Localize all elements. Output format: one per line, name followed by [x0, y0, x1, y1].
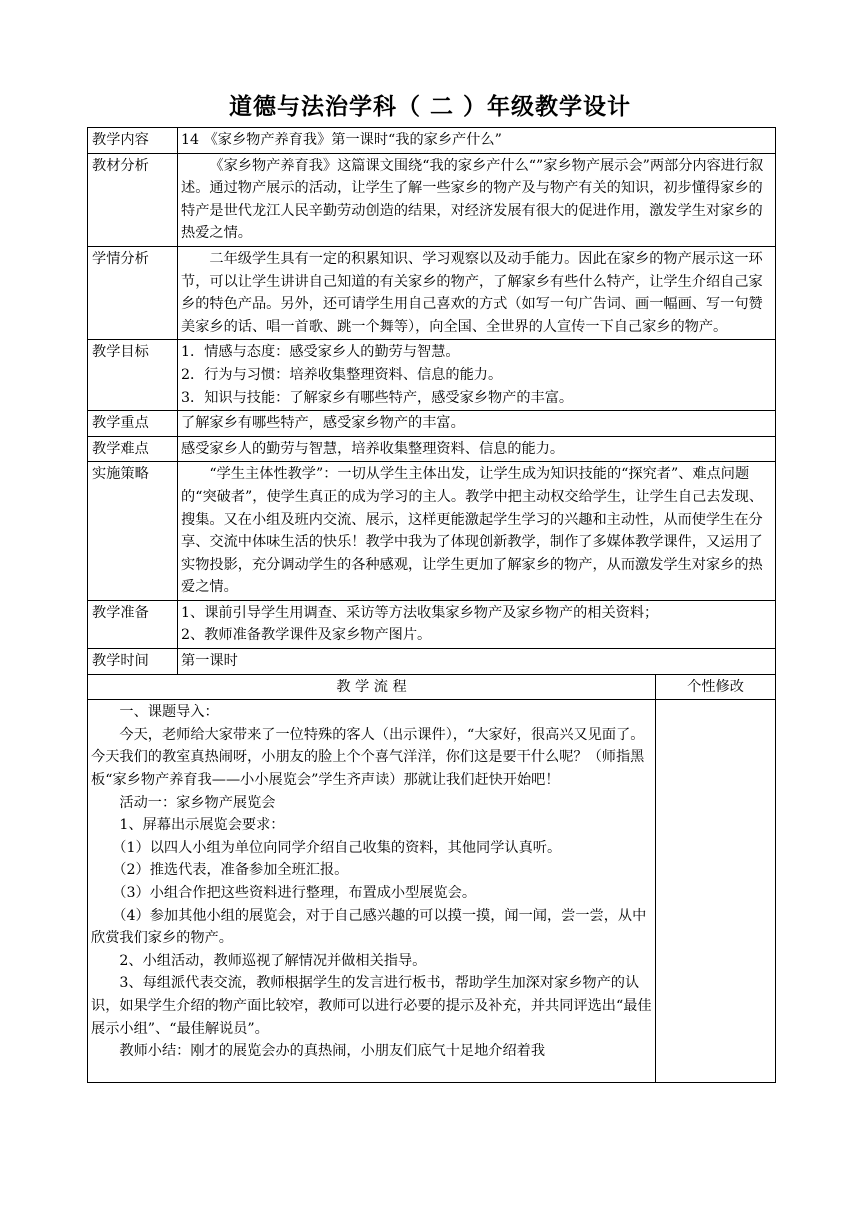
- value-focus: 了解家乡有哪些特产，感受家乡物产的丰富。: [178, 411, 776, 437]
- value-material: 《家乡物产养育我》这篇课文围绕“我的家乡产什么“”家乡物产展示会”两部分内容进行叙述。通过物产展示的活动，让学生了解一些家乡的物产及与物产有关的知识，初步懂得家乡的特产是世代龙江人民辛勤劳动创造的结果，对经济发展有很大的促进作用，激发学生对家乡的热爱之情。: [181, 157, 764, 242]
- row-difficulty: [88, 436, 776, 462]
- row-strategy: [88, 462, 776, 601]
- side-header: 个性修改: [656, 674, 776, 700]
- goal-item: 3．知识与技能：了解家乡有哪些特产，感受家乡物产的丰富。: [181, 389, 574, 406]
- row-focus: [88, 411, 776, 437]
- flow-paragraph: 3、每组派代表交流，教师根据学生的发言进行板书，帮助学生加深对家乡物产的认识，如果学生介绍的物产面比较窄，教师可以进行必要的提示及补充，并共同评选出“最佳展示小组”、“最佳解说员”。: [91, 975, 652, 1037]
- row-content: [88, 128, 776, 154]
- flow-paragraph: （2）推选代表，准备参加全班汇报。: [112, 862, 349, 879]
- label-goals: 教学目标: [88, 340, 178, 411]
- prep-item: 2、教师准备教学课件及家乡物产图片。: [181, 627, 432, 644]
- flow-paragraph: 一、课题导入：: [119, 704, 219, 721]
- label-students: 学情分析: [88, 246, 178, 339]
- row-material: [88, 153, 776, 246]
- label-material: 教材分析: [88, 153, 178, 246]
- lesson-plan-table: [87, 127, 776, 1083]
- row-time: [88, 649, 776, 675]
- page-title: 道德与法治学科（ 二 ）年级教学设计: [228, 94, 631, 120]
- row-flow: [88, 700, 776, 1083]
- goal-item: 1．情感与态度：感受家乡人的勤劳与智慧。: [181, 344, 460, 361]
- row-students: [88, 246, 776, 339]
- row-goals: [88, 340, 776, 411]
- label-time: 教学时间: [88, 649, 178, 675]
- label-content: 教学内容: [88, 128, 178, 154]
- value-difficulty: 感受家乡人的勤劳与智慧，培养收集整理资料、信息的能力。: [178, 436, 776, 462]
- flow-paragraph: 今天，老师给大家带来了一位特殊的客人（出示课件），“大家好，很高兴又见面了。今天我们的教室真热闹呀，小朋友的脸上个个喜气洋洋，你们这是要干什么呢？（师指黑板“家乡物产养育我——小小展览会”学生齐声读）那就让我们赶快开始吧！: [91, 726, 645, 789]
- side-notes: [656, 700, 776, 1083]
- value-time: 第一课时: [178, 649, 776, 675]
- flow-header: 教 学 流 程: [88, 674, 656, 700]
- flow-content: [88, 700, 656, 1083]
- row-prep: [88, 600, 776, 648]
- label-strategy: 实施策略: [88, 462, 178, 601]
- row-flow-header: [88, 674, 776, 700]
- goal-item: 2．行为与习惯：培养收集整理资料、信息的能力。: [181, 366, 503, 383]
- value-students: 二年级学生具有一定的积累知识、学习观察以及动手能力。因此在家乡的物产展示这一环节，可以让学生讲讲自己知道的有关家乡的物产，了解家乡有些什么特产，让学生介绍自己家乡的特色产品。另外，还可请学生用自己喜欢的方式（如写一句广告词、画一幅画、写一句赞美家乡的话、唱一首歌、跳一个舞等），向全国、全世界的人宣传一下自己家乡的物产。: [181, 250, 763, 335]
- prep-item: 1、课前引导学生用调查、采访等方法收集家乡物产及家乡物产的相关资料；: [181, 604, 659, 621]
- label-focus: 教学重点: [88, 411, 178, 437]
- value-content: 14 《家乡物产养育我》第一课时“我的家乡产什么”: [178, 128, 776, 154]
- flow-paragraph: 2、小组活动，教师巡视了解情况并做相关指导。: [119, 952, 427, 969]
- flow-paragraph: 教师小结：刚才的展览会办的真热闹，小朋友们底气十足地介绍着我: [119, 1043, 546, 1060]
- flow-paragraph: 活动一：家乡物产展览会: [119, 794, 276, 811]
- label-difficulty: 教学难点: [88, 436, 178, 462]
- label-prep: 教学准备: [88, 600, 178, 648]
- flow-paragraph: （4）参加其他小组的展览会，对于自己感兴趣的可以摸一摸，闻一闻，尝一尝，从中欣赏我们家乡的物产。: [91, 907, 647, 947]
- flow-paragraph: 1、屏幕出示展览会要求：: [119, 817, 285, 834]
- value-strategy: “学生主体性教学”：一切从学生主体出发，让学生成为知识技能的“探究者”、难点问题的“突破者”，使学生真正的成为学习的主人。教学中把主动权交给学生，让学生自己去发现、搜集。又在小组及班内交流、展示，这样更能激起学生学习的兴趣和主动性，从而使学生在分享、交流中体味生活的快乐！教学中我为了体现创新教学，制作了多媒体教学课件，又运用了实物投影，充分调动学生的各种感观，让学生更加了解家乡的物产，从而激发学生对家乡的热爱之情。: [181, 466, 764, 596]
- flow-paragraph: （3）小组合作把这些资料进行整理，布置成小型展览会。: [112, 885, 477, 901]
- flow-paragraph: （1）以四人小组为单位向同学介绍自己收集的资料，其他同学认真听。: [112, 839, 562, 856]
